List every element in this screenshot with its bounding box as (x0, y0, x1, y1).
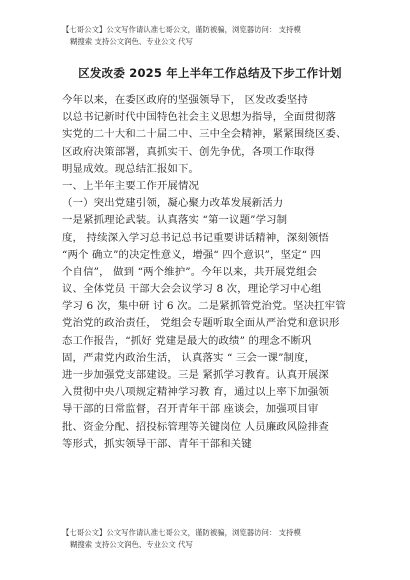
header-note-line-2: 糊搜索 支持公文润色、专业公文 代写 (70, 37, 193, 46)
body-line: 学习 6 次，集中研 讨 6 次。二是紧抓管党治党。坚决扛牢管 (62, 300, 346, 313)
footer-note-line-2: 糊搜索 支持公文润色、专业公文 代写 (70, 540, 193, 549)
body-line: 入贯彻中央八项规定精神学习教 育，通过以上率下加强领 (62, 386, 329, 399)
body-line: （一）突出党建引领，凝心聚力改革发展新活力 (62, 197, 284, 210)
body-line: 党治党的政治责任， 党组会专题听取全面从严治党和意识形 (62, 317, 340, 330)
body-line: 导干部的日常监督，召开青年干部 座谈会，加强项目审 (62, 403, 319, 416)
body-line: 明显成效。现总结汇报如下。 (62, 162, 200, 175)
footer-note-line-1: 【七哥公文】公文写作请认准七哥公文，谨防被骗，浏览器访问： 支持模 (62, 528, 301, 537)
body-line: 等形式，抓实领导干部、青年干部和关键 (62, 437, 252, 450)
body-line: 进一步加强党支部建设。三是 紧抓学习教育。认真开展深 (62, 369, 329, 381)
body-line: 以总书记新时代中国特色社会主义思想为指导，全面贯彻落 (62, 111, 337, 124)
header-note-line-1: 【七哥公文】公文写作请认准七哥公文，谨防被骗，浏览器访问： 支持模 (62, 25, 301, 34)
document-title: 区发改委 2025 年上半年工作总结及下步工作计划 (78, 66, 342, 80)
body-line: 区政府决策部署，真抓实干、创先争优，各项工作取得 (62, 145, 315, 158)
header-watermark-note (62, 24, 362, 48)
body-line: 度， 持续深入学习总书记总书记重要讲话精神，深刻领悟 (62, 231, 329, 244)
body-line: 一是紧抓理论武装。认真落实 “第一议题”学习制 (62, 214, 288, 227)
body-line: 实党的二十大和二十届二中、三中全会精神，紧紧围绕区委、 (62, 128, 347, 141)
body-line: 态工作报告，“抓好 党建是最大的政绩” 的理念不断巩 (62, 334, 312, 347)
body-line: 议、全体党员 干部大会会议学习 8 次，理论学习中心组 (62, 283, 322, 296)
body-line: 个自信”， 做到 “两个维护”。今年以来，共开展党组会 (62, 265, 318, 278)
document-body (62, 92, 352, 453)
body-line: 一、上半年主要工作开展情况 (62, 179, 200, 192)
footer-watermark-note (62, 527, 362, 551)
body-line: 批、资金分配、招投标管理等关键岗位 人员廉政风险排查 (62, 420, 329, 433)
body-line: 固，严肃党内政治生活， 认真落实 “ 三会一课”制度， (62, 351, 316, 364)
body-line: 今年以来，在委区政府的坚强领导下， 区发改委坚持 (62, 94, 308, 106)
body-line: “两个 确立”的决定性意义，增强“ 四个意识”，坚定“ 四 (62, 248, 322, 261)
